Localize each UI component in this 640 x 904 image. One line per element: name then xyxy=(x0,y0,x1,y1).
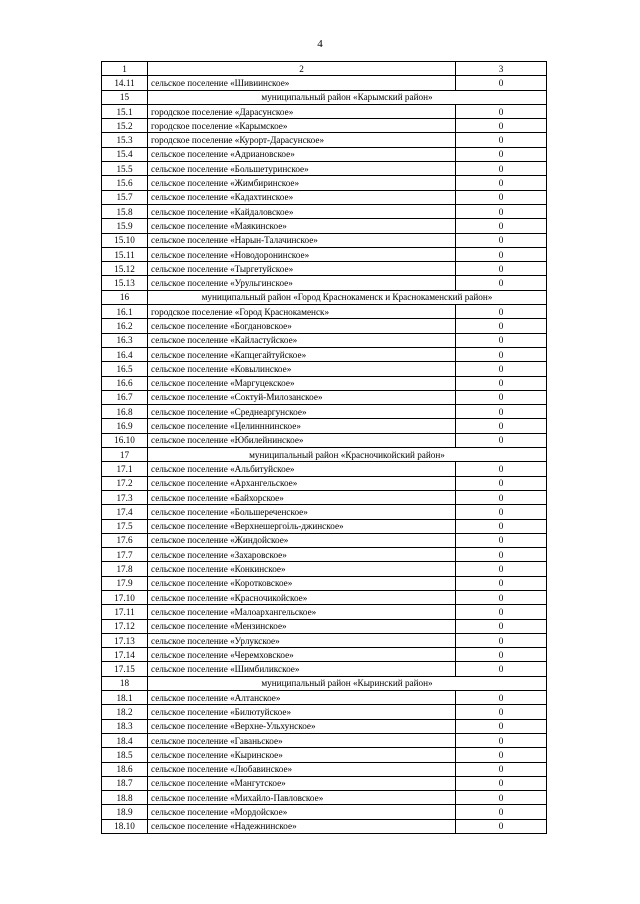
table-row xyxy=(102,776,547,790)
table-row xyxy=(102,162,547,176)
table-row xyxy=(102,233,547,247)
settlement-name: сельское поселение «Красночикойское» xyxy=(148,590,456,604)
settlement-value: 0 xyxy=(456,605,547,619)
table-row xyxy=(102,490,547,504)
table-row xyxy=(102,347,547,361)
settlement-value: 0 xyxy=(456,562,547,576)
table-header-row xyxy=(102,62,547,76)
settlement-name: сельское поселение «Альбитуйское» xyxy=(148,462,456,476)
settlement-name: сельское поселение «Архангельское» xyxy=(148,476,456,490)
settlement-value: 0 xyxy=(456,576,547,590)
settlement-value: 0 xyxy=(456,590,547,604)
table-row xyxy=(102,262,547,276)
row-number: 16.1 xyxy=(102,305,148,319)
settlement-name: сельское поселение «Билютуйское» xyxy=(148,705,456,719)
settlement-name: сельское поселение «Мордойское» xyxy=(148,805,456,819)
row-number: 17.9 xyxy=(102,576,148,590)
table-row xyxy=(102,119,547,133)
row-number: 16.3 xyxy=(102,333,148,347)
settlement-value: 0 xyxy=(456,433,547,447)
table-row xyxy=(102,176,547,190)
district-row xyxy=(102,90,547,104)
settlement-value: 0 xyxy=(456,76,547,90)
settlement-value: 0 xyxy=(456,733,547,747)
settlement-value: 0 xyxy=(456,147,547,161)
row-number: 17.6 xyxy=(102,533,148,547)
row-number: 17.1 xyxy=(102,462,148,476)
row-number: 15.3 xyxy=(102,133,148,147)
settlement-name: сельское поселение «Малоархангельское» xyxy=(148,605,456,619)
settlement-name: сельское поселение «Кадахтинское» xyxy=(148,190,456,204)
header-col-number: 1 xyxy=(102,62,148,76)
settlement-name: сельское поселение «Богдановское» xyxy=(148,319,456,333)
table-row xyxy=(102,519,547,533)
row-number: 18.3 xyxy=(102,719,148,733)
settlement-value: 0 xyxy=(456,262,547,276)
table-row xyxy=(102,219,547,233)
settlement-value: 0 xyxy=(456,204,547,218)
row-number: 18.7 xyxy=(102,776,148,790)
settlement-name: сельское поселение «Коротковское» xyxy=(148,576,456,590)
settlement-name: сельское поселение «Юбилейнинское» xyxy=(148,433,456,447)
settlement-value: 0 xyxy=(456,748,547,762)
settlement-name: сельское поселение «Захаровское» xyxy=(148,548,456,562)
row-number: 18.10 xyxy=(102,819,148,833)
settlement-name: сельское поселение «Большетуринское» xyxy=(148,162,456,176)
settlement-value: 0 xyxy=(456,133,547,147)
settlement-name: сельское поселение «Адриановское» xyxy=(148,147,456,161)
row-number: 17.10 xyxy=(102,590,148,604)
table-row xyxy=(102,648,547,662)
table-row xyxy=(102,405,547,419)
settlement-name: сельское поселение «Шивиинское» xyxy=(148,76,456,90)
row-number: 17.5 xyxy=(102,519,148,533)
row-number: 16.6 xyxy=(102,376,148,390)
settlement-name: сельское поселение «Мензинское» xyxy=(148,619,456,633)
settlement-name: городское поселение «Карымское» xyxy=(148,119,456,133)
row-number: 17.2 xyxy=(102,476,148,490)
row-number: 18.2 xyxy=(102,705,148,719)
table-row xyxy=(102,762,547,776)
row-number: 18.4 xyxy=(102,733,148,747)
table-row xyxy=(102,419,547,433)
settlement-value: 0 xyxy=(456,390,547,404)
settlement-name: городское поселение «Город Краснокаменск» xyxy=(148,305,456,319)
settlement-value: 0 xyxy=(456,819,547,833)
row-number: 18.1 xyxy=(102,691,148,705)
settlement-name: сельское поселение «Мангутское» xyxy=(148,776,456,790)
settlement-name: сельское поселение «Урульгинское» xyxy=(148,276,456,290)
row-number: 15 xyxy=(102,90,148,104)
settlement-name: сельское поселение «Кыринское» xyxy=(148,748,456,762)
row-number: 17.15 xyxy=(102,662,148,676)
table-row xyxy=(102,748,547,762)
row-number: 15.8 xyxy=(102,204,148,218)
settlement-name: сельское поселение «Любавинское» xyxy=(148,762,456,776)
row-number: 18.8 xyxy=(102,791,148,805)
table-row xyxy=(102,204,547,218)
settlement-name: сельское поселение «Нарын-Талачинское» xyxy=(148,233,456,247)
table-row xyxy=(102,76,547,90)
settlement-value: 0 xyxy=(456,505,547,519)
table-row xyxy=(102,633,547,647)
settlement-value: 0 xyxy=(456,762,547,776)
table-row xyxy=(102,104,547,118)
district-name: муниципальный район «Карымский район» xyxy=(148,90,547,104)
table-row xyxy=(102,705,547,719)
settlement-name: сельское поселение «Черемховское» xyxy=(148,648,456,662)
header-col-name: 2 xyxy=(148,62,456,76)
settlement-name: сельское поселение «Большереченское» xyxy=(148,505,456,519)
table-row xyxy=(102,719,547,733)
table-row xyxy=(102,805,547,819)
settlement-value: 0 xyxy=(456,719,547,733)
table-row xyxy=(102,505,547,519)
table-row xyxy=(102,362,547,376)
settlement-name: сельское поселение «Ковылинское» xyxy=(148,362,456,376)
row-number: 15.4 xyxy=(102,147,148,161)
settlement-name: сельское поселение «Верхнешергоіль-джинское» xyxy=(148,519,456,533)
table-row xyxy=(102,390,547,404)
settlement-value: 0 xyxy=(456,533,547,547)
table-row xyxy=(102,548,547,562)
row-number: 18.9 xyxy=(102,805,148,819)
settlement-value: 0 xyxy=(456,633,547,647)
settlement-name: сельское поселение «Кайдаловское» xyxy=(148,204,456,218)
row-number: 15.2 xyxy=(102,119,148,133)
row-number: 18 xyxy=(102,676,148,690)
settlement-value: 0 xyxy=(456,104,547,118)
settlement-value: 0 xyxy=(456,305,547,319)
settlement-value: 0 xyxy=(456,791,547,805)
row-number: 15.11 xyxy=(102,247,148,261)
table-row xyxy=(102,319,547,333)
row-number: 18.6 xyxy=(102,762,148,776)
row-number: 17.3 xyxy=(102,490,148,504)
settlements-table xyxy=(101,61,547,834)
table-row xyxy=(102,462,547,476)
settlement-value: 0 xyxy=(456,462,547,476)
row-number: 17.13 xyxy=(102,633,148,647)
row-number: 17.11 xyxy=(102,605,148,619)
table-row xyxy=(102,619,547,633)
settlement-name: сельское поселение «Капцегайтуйское» xyxy=(148,347,456,361)
district-row xyxy=(102,290,547,304)
settlement-name: сельское поселение «Байхорское» xyxy=(148,490,456,504)
settlement-value: 0 xyxy=(456,347,547,361)
settlement-value: 0 xyxy=(456,233,547,247)
settlement-value: 0 xyxy=(456,691,547,705)
settlement-name: сельское поселение «Кайластуйское» xyxy=(148,333,456,347)
table-row xyxy=(102,476,547,490)
row-number: 16.5 xyxy=(102,362,148,376)
settlement-value: 0 xyxy=(456,419,547,433)
district-name: муниципальный район «Город Краснокаменск и Краснокаменский район» xyxy=(148,290,547,304)
table-row xyxy=(102,691,547,705)
table-row xyxy=(102,819,547,833)
row-number: 16.4 xyxy=(102,347,148,361)
district-name: муниципальный район «Красночикойский район» xyxy=(148,448,547,462)
settlement-value: 0 xyxy=(456,705,547,719)
row-number: 15.10 xyxy=(102,233,148,247)
settlement-value: 0 xyxy=(456,376,547,390)
settlement-name: сельское поселение «Алтанское» xyxy=(148,691,456,705)
row-number: 16.7 xyxy=(102,390,148,404)
settlement-value: 0 xyxy=(456,247,547,261)
row-number: 15.9 xyxy=(102,219,148,233)
settlement-value: 0 xyxy=(456,805,547,819)
settlement-name: городское поселение «Курорт-Дарасунское» xyxy=(148,133,456,147)
district-name: муниципальный район «Кыринский район» xyxy=(148,676,547,690)
table-row xyxy=(102,376,547,390)
settlement-value: 0 xyxy=(456,162,547,176)
settlement-name: сельское поселение «Михайло-Павловское» xyxy=(148,791,456,805)
row-number: 15.5 xyxy=(102,162,148,176)
settlement-name: сельское поселение «Надежнинское» xyxy=(148,819,456,833)
settlement-value: 0 xyxy=(456,362,547,376)
row-number: 17.7 xyxy=(102,548,148,562)
settlement-name: сельское поселение «Жимбиринское» xyxy=(148,176,456,190)
settlement-name: сельское поселение «Новодоронинское» xyxy=(148,247,456,261)
row-number: 14.11 xyxy=(102,76,148,90)
table-row xyxy=(102,533,547,547)
table-row xyxy=(102,147,547,161)
settlement-value: 0 xyxy=(456,519,547,533)
settlement-value: 0 xyxy=(456,176,547,190)
settlement-value: 0 xyxy=(456,333,547,347)
settlement-value: 0 xyxy=(456,276,547,290)
settlement-name: сельское поселение «Верхне-Ульхунское» xyxy=(148,719,456,733)
settlement-name: сельское поселение «Маргуцекское» xyxy=(148,376,456,390)
row-number: 16.9 xyxy=(102,419,148,433)
settlement-value: 0 xyxy=(456,548,547,562)
row-number: 15.1 xyxy=(102,104,148,118)
district-row xyxy=(102,676,547,690)
settlement-value: 0 xyxy=(456,662,547,676)
table-row xyxy=(102,662,547,676)
row-number: 17.12 xyxy=(102,619,148,633)
settlement-name: сельское поселение «Жиндойское» xyxy=(148,533,456,547)
settlement-name: сельское поселение «Целинннинское» xyxy=(148,419,456,433)
row-number: 15.13 xyxy=(102,276,148,290)
row-number: 15.7 xyxy=(102,190,148,204)
settlement-value: 0 xyxy=(456,190,547,204)
row-number: 16.2 xyxy=(102,319,148,333)
settlement-name: сельское поселение «Гаваньское» xyxy=(148,733,456,747)
table-row xyxy=(102,605,547,619)
settlement-value: 0 xyxy=(456,119,547,133)
header-col-value: 3 xyxy=(456,62,547,76)
table-row xyxy=(102,562,547,576)
row-number: 16.10 xyxy=(102,433,148,447)
table-row xyxy=(102,305,547,319)
settlement-value: 0 xyxy=(456,490,547,504)
settlement-value: 0 xyxy=(456,648,547,662)
table-row xyxy=(102,590,547,604)
settlement-name: сельское поселение «Соктуй-Милозанское» xyxy=(148,390,456,404)
settlement-value: 0 xyxy=(456,619,547,633)
table-row xyxy=(102,333,547,347)
row-number: 17.8 xyxy=(102,562,148,576)
settlement-value: 0 xyxy=(456,219,547,233)
row-number: 16.8 xyxy=(102,405,148,419)
settlement-value: 0 xyxy=(456,476,547,490)
row-number: 16 xyxy=(102,290,148,304)
settlement-name: сельское поселение «Урлукское» xyxy=(148,633,456,647)
table-row xyxy=(102,276,547,290)
page-number: 4 xyxy=(317,38,323,50)
settlement-name: городское поселение «Дарасунское» xyxy=(148,104,456,118)
table-row xyxy=(102,576,547,590)
settlement-value: 0 xyxy=(456,405,547,419)
row-number: 15.12 xyxy=(102,262,148,276)
row-number: 17 xyxy=(102,448,148,462)
table-row xyxy=(102,247,547,261)
district-row xyxy=(102,448,547,462)
settlement-name: сельское поселение «Тыргетуйское» xyxy=(148,262,456,276)
table-row xyxy=(102,190,547,204)
settlement-name: сельское поселение «Шимбиликское» xyxy=(148,662,456,676)
settlement-value: 0 xyxy=(456,319,547,333)
row-number: 15.6 xyxy=(102,176,148,190)
settlement-name: сельское поселение «Конкинское» xyxy=(148,562,456,576)
settlement-value: 0 xyxy=(456,776,547,790)
settlement-name: сельское поселение «Среднеаргунское» xyxy=(148,405,456,419)
table-body xyxy=(102,62,547,834)
settlement-name: сельское поселение «Маякинское» xyxy=(148,219,456,233)
table-row xyxy=(102,433,547,447)
table-row xyxy=(102,791,547,805)
row-number: 18.5 xyxy=(102,748,148,762)
table-row xyxy=(102,133,547,147)
table-row xyxy=(102,733,547,747)
row-number: 17.4 xyxy=(102,505,148,519)
row-number: 17.14 xyxy=(102,648,148,662)
